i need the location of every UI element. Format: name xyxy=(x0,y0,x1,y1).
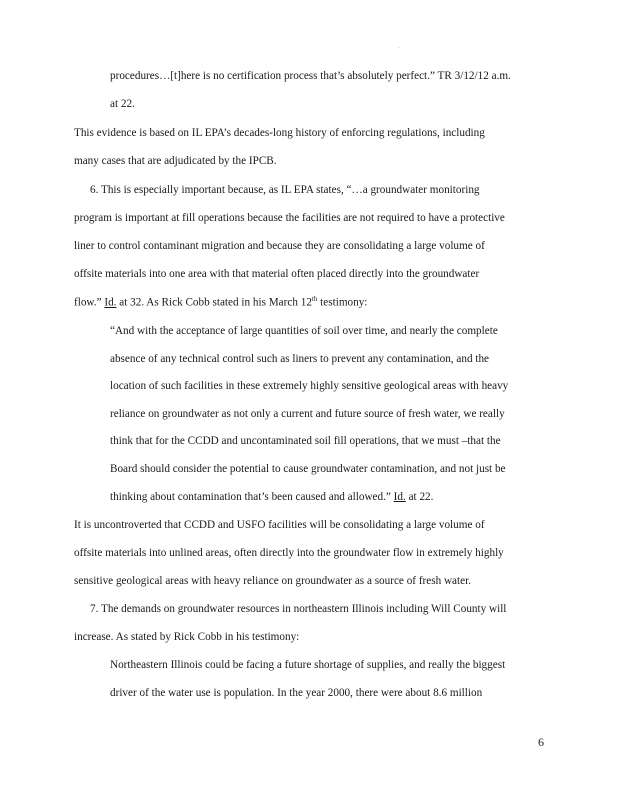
cobb-quote-line-4: reliance on groundwater as not only a current and future source of fresh water, we really xyxy=(110,408,505,420)
cobb-quote-line-2: absence of any technical control such as liners to prevent any contamination, and the xyxy=(110,353,489,365)
id-citation: Id. xyxy=(393,491,406,503)
para6-line-3: liner to control contaminant migration and because they are consolidating a large volume of xyxy=(74,240,485,252)
uncontroverted-line-1: It is uncontroverted that CCDD and USFO facilities will be consolidating a large volume of xyxy=(74,519,485,531)
uncontroverted-line-3: sensitive geological areas with heavy reliance on groundwater as a source of fresh water. xyxy=(74,575,471,587)
cobb-quote2-line-2: driver of the water use is population. In the year 2000, there were about 8.6 million xyxy=(110,687,483,699)
id-citation: Id. xyxy=(104,296,117,309)
evidence-line-2: many cases that are adjudicated by the IPCB. xyxy=(74,155,277,167)
cobb-quote-line-6: Board should consider the potential to cause groundwater contamination, and not just be xyxy=(110,463,506,475)
quote-cont-line-1: procedures…[t]here is no certification process that’s absolutely perfect.” TR 3/12/12 a.m. xyxy=(110,70,511,82)
para6-line-2: program is important at fill operations because the facilities are not required to have a protective xyxy=(74,212,505,224)
cobb-quote-line-3: location of such facilities in these extremely highly sensitive geological areas with heavy xyxy=(110,380,509,392)
para6-line-5 xyxy=(74,295,367,309)
para6-line-5-middle: at 32. As Rick Cobb stated in his March 12 xyxy=(116,296,312,309)
quote-cont-line-2: at 22. xyxy=(110,98,135,110)
cobb-quote-line-7-start: thinking about contamination that’s been caused and allowed.” xyxy=(110,491,394,503)
para6-line-1: 6. This is especially important because, as IL EPA states, “…a groundwater monitoring xyxy=(90,184,480,196)
superscript-th: th xyxy=(311,295,318,303)
uncontroverted-line-2: offsite materials into unlined areas, often directly into the groundwater flow in extremely highly xyxy=(74,547,504,559)
cobb-quote-line-1: “And with the acceptance of large quantities of soil over time, and nearly the complete xyxy=(110,325,498,337)
cobb-quote-line-7 xyxy=(110,491,433,503)
para6-line-5-start: flow.” xyxy=(74,296,105,309)
scan-mark: . xyxy=(398,44,400,50)
para7-line-1: 7. The demands on groundwater resources in northeastern Illinois including Will County will xyxy=(90,603,507,615)
para6-line-5-end: testimony: xyxy=(317,296,368,309)
evidence-line-1: This evidence is based on IL EPA’s decades-long history of enforcing regulations, including xyxy=(74,127,485,139)
cobb-quote-line-7-end: at 22. xyxy=(405,491,434,503)
cobb-quote2-line-1: Northeastern Illinois could be facing a future shortage of supplies, and really the biggest xyxy=(110,659,506,671)
para6-line-4: offsite materials into one area with that material often placed directly into the groundwater xyxy=(74,268,480,280)
para7-line-2: increase. As stated by Rick Cobb in his testimony: xyxy=(74,631,300,643)
cobb-quote-line-5: think that for the CCDD and uncontaminated soil fill operations, that we must –that the xyxy=(110,435,501,447)
page-number: 6 xyxy=(538,735,544,749)
